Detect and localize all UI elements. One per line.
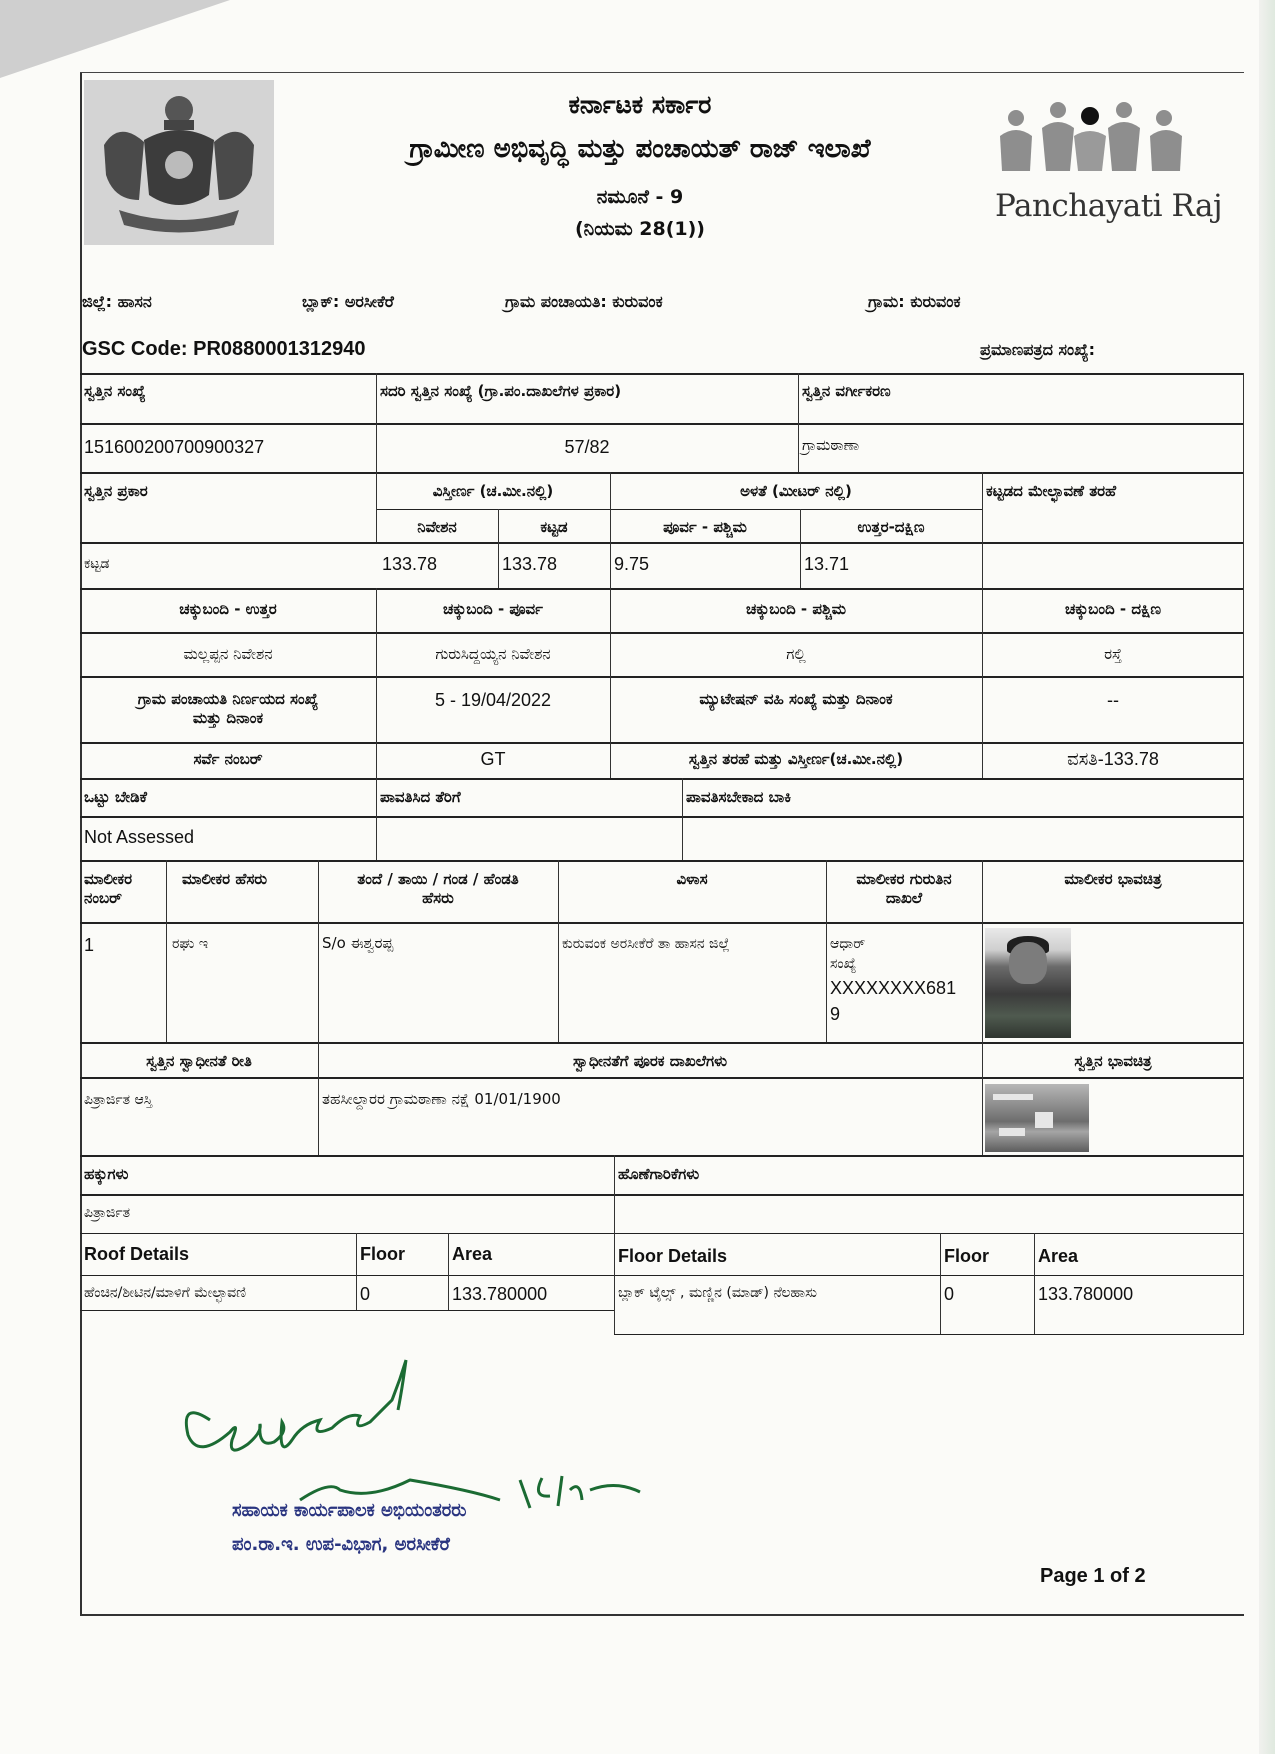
- acquisition-docs-value: ತಹಸೀಲ್ದಾರರ ಗ್ರಾಮಠಾಣಾ ನಕ್ಷೆ 01/01/1900: [322, 1090, 561, 1108]
- rule: [448, 1233, 449, 1310]
- floor-details-title: Floor Details: [618, 1246, 728, 1266]
- gp-resolution-value: 5 - 19/04/2022: [434, 690, 552, 710]
- owner-name-label: ಮಾಲೀಕರ ಹೆಸರು: [182, 870, 268, 888]
- rule: [80, 373, 1244, 375]
- property-type-label: ಸ್ವತ್ತಿನ ಪ್ರಕಾರ: [84, 482, 148, 500]
- acquisition-method-label: ಸ್ವತ್ತಿನ ಸ್ವಾಧೀನತೆ ರೀತಿ: [146, 1052, 252, 1070]
- gp-resolution-label: [80, 690, 376, 728]
- roof-area-value: 133.780000: [452, 1284, 548, 1304]
- area-label: ವಿಸ್ತೀರ್ಣ (ಚ.ಮೀ.ನಲ್ಲಿ): [432, 482, 554, 500]
- rule: [80, 1233, 1244, 1234]
- panchayati-raj-logo-text: Panchayati Raj: [995, 188, 1223, 224]
- boundary-west-label: ಚಕ್ಕುಬಂದಿ - ಪಶ್ಚಿಮ: [746, 600, 846, 618]
- property-type-value: ಕಟ್ಟಡ: [84, 556, 110, 572]
- building-area-value: 133.78: [502, 554, 558, 574]
- address-value: ಕುರುವಂಕ ಅರಸೀಕೆರೆ ತಾ ಹಾಸನ ಜಿಲ್ಲೆ: [562, 936, 730, 952]
- id-document-line: ಆಧಾರ್: [830, 936, 866, 952]
- roof-details-title: Roof Details: [84, 1244, 190, 1264]
- floor-floor-label: Floor: [944, 1246, 989, 1266]
- rule: [80, 922, 1244, 924]
- frame-bottom-rule: [80, 1614, 1244, 1616]
- boundary-east-label: ಚಕ್ಕುಬಂದಿ - ಪೂರ್ವ: [443, 600, 543, 618]
- rule: [80, 1077, 1244, 1079]
- boundary-south-value: ರಸ್ತೆ: [1104, 645, 1122, 663]
- north-south-value: 13.71: [804, 554, 850, 574]
- rule: [614, 1334, 1244, 1335]
- village-field: ಗ್ರಾಮ: ಕುರುವಂಕ: [868, 292, 961, 311]
- gsc-code: GSC Code: PR0880001312940: [82, 338, 366, 360]
- boundary-north-value: ಮಲ್ಲಪ್ಪನ ನಿವೇಶನ: [183, 645, 273, 663]
- id-document-line: XXXXXXXX681: [830, 977, 957, 998]
- officer-designation-stamp: ಸಹಾಯಕ ಕಾರ್ಯಪಾಲಕ ಅಭಿಯಂತರರು: [232, 1500, 467, 1521]
- scan-edge: [1259, 0, 1275, 1754]
- property-id-label: ಸ್ವತ್ತಿನ ಸಂಖ್ಯೆ: [84, 382, 146, 400]
- rule: [376, 509, 982, 510]
- rule-reference: (ನಿಯಮ 28(1)): [575, 218, 705, 240]
- address-label: ವಿಳಾಸ: [676, 870, 708, 888]
- owner-photo-face: [1009, 942, 1047, 984]
- acquisition-method-value: ಪಿತ್ರಾರ್ಜಿತ ಆಸ್ತಿ: [84, 1092, 153, 1108]
- site-area-value: 133.78: [382, 554, 438, 574]
- karnataka-emblem: [84, 80, 274, 245]
- rule: [80, 472, 1244, 474]
- boundary-north-label: ಚಕ್ಕುಬಂದಿ - ಉತ್ತರ: [179, 600, 277, 618]
- frame-top-rule: [80, 72, 1244, 73]
- rule: [376, 778, 377, 860]
- rule: [1243, 373, 1244, 1334]
- roof-area-label: Area: [452, 1244, 493, 1264]
- rule: [356, 1233, 357, 1310]
- rule: [80, 1042, 1244, 1044]
- id-document-value: [830, 934, 956, 1027]
- rule: [80, 676, 1244, 678]
- owner-number-label-line: ಮಾಲೀಕರ: [84, 870, 133, 888]
- district-field: ಜಿಲ್ಲೆ: ಹಾಸನ: [82, 292, 152, 311]
- roof-floor-value: 0: [360, 1284, 371, 1304]
- usage-area-label: ಸ್ವತ್ತಿನ ತರಹೆ ಮತ್ತು ವಿಸ್ತೀರ್ಣ(ಚ.ಮೀ.ನಲ್ಲಿ): [688, 750, 904, 768]
- roof-floor-label: Floor: [360, 1244, 405, 1264]
- rule: [80, 816, 1244, 818]
- rule: [80, 742, 1244, 744]
- old-number-label: ಸದರಿ ಸ್ವತ್ತಿನ ಸಂಖ್ಯೆ (ಗ್ರಾ.ಪಂ.ದಾಖಲೆಗಳ ಪ್ರಕಾರ): [380, 382, 622, 400]
- rule: [166, 860, 167, 1042]
- relation-label-line: ತಂದೆ / ತಾಯಿ / ಗಂಡ / ಹೆಂಡತಿ: [357, 870, 519, 888]
- rule: [80, 632, 1244, 634]
- office-address-stamp: ಪಂ.ರಾ.ಇ. ಉಪ-ವಿಭಾಗ, ಅರಸೀಕೆರೆ: [232, 1534, 450, 1555]
- tax-paid-label: ಪಾವತಿಸಿದ ತೆರಿಗೆ: [380, 788, 461, 806]
- rule: [80, 1194, 1244, 1196]
- east-west-value: 9.75: [614, 554, 650, 574]
- mutation-label: ಮ್ಯುಟೇಷನ್ ವಹಿ ಸಂಖ್ಯೆ ಮತ್ತು ದಿನಾಂಕ: [699, 690, 893, 708]
- floor-area-value: 133.780000: [1038, 1284, 1134, 1304]
- rule: [1034, 1233, 1035, 1334]
- state-title: ಕರ್ನಾಟಕ ಸರ್ಕಾರ: [568, 90, 712, 119]
- total-demand-value: Not Assessed: [84, 827, 195, 847]
- usage-area-value: ವಸತಿ-133.78: [1067, 749, 1159, 769]
- photo-detail: [993, 1094, 1033, 1100]
- building-label: ಕಟ್ಟಡ: [540, 518, 568, 536]
- certificate-number-label: ಪ್ರಮಾಣಪತ್ರದ ಸಂಖ್ಯೆ:: [980, 340, 1095, 359]
- rule: [80, 542, 1244, 544]
- property-photo-label: ಸ್ವತ್ತಿನ ಭಾವಚಿತ್ರ: [1074, 1052, 1152, 1070]
- owner-number-label-line: ನಂಬರ್: [84, 888, 122, 907]
- id-document-line: ಸಂಖ್ಯೆ: [830, 956, 857, 973]
- owner-name-value: ರಘು ಇ: [172, 936, 208, 952]
- classification-label: ಸ್ವತ್ತಿನ ವರ್ಗೀಕರಣ: [802, 382, 891, 400]
- measurement-label: ಅಳತೆ (ಮೀಟರ್ ನಲ್ಲಿ): [740, 482, 852, 500]
- old-number-value: 57/82: [564, 437, 610, 457]
- rule: [940, 1233, 941, 1334]
- id-document-label-line: ದಾಖಲೆ: [885, 888, 923, 907]
- id-document-line: 9: [830, 1003, 841, 1024]
- rule: [80, 423, 1244, 425]
- relation-name-label: [318, 870, 558, 908]
- roof-type-label: ಕಟ್ಟಡದ ಮೇಲ್ಛಾವಣೆ ತರಹೆ: [986, 482, 1117, 500]
- floor-type-value: ಬ್ಲಾಕ್ ಟೈಲ್ಸ್ , ಮಣ್ಣಿನ (ಮಾಡ್) ನೆಲಹಾಸು: [618, 1285, 817, 1301]
- total-demand-label: ಒಟ್ಟು ಬೇಡಿಕೆ: [84, 788, 147, 806]
- survey-number-value: GT: [480, 749, 506, 769]
- rule: [80, 1155, 1244, 1157]
- block-field: ಬ್ಲಾಕ್: ಅರಸೀಕೆರೆ: [302, 292, 394, 311]
- relation-label-line: ಹೆಸರು: [422, 888, 454, 907]
- rule: [982, 472, 983, 588]
- owner-photo-label: ಮಾಲೀಕರ ಭಾವಚಿತ್ರ: [1064, 870, 1162, 888]
- boundary-west-value: ಗಲ್ಲಿ: [786, 645, 806, 663]
- property-photo: [985, 1084, 1089, 1152]
- site-label: ನಿವೇಶನ: [417, 518, 457, 536]
- owner-number-label: [84, 870, 132, 908]
- form-number: ನಮೂನೆ - 9: [596, 186, 684, 208]
- gp-resolution-label-line: ಮತ್ತು ದಿನಾಂಕ: [192, 708, 264, 727]
- gp-resolution-label-line: ಗ್ರಾಮ ಪಂಚಾಯತಿ ನಿರ್ಣಯದ ಸಂಖ್ಯೆ: [137, 690, 319, 708]
- north-south-label: ಉತ್ತರ-ದಕ್ಷಿಣ: [857, 518, 925, 536]
- liabilities-label: ಹೊಣೆಗಾರಿಕೆಗಳು: [618, 1165, 700, 1183]
- east-west-label: ಪೂರ್ವ - ಪಶ್ಚಿಮ: [663, 518, 747, 536]
- floor-area-label: Area: [1038, 1246, 1079, 1266]
- mutation-value: --: [1107, 690, 1119, 710]
- photo-detail: [999, 1128, 1025, 1136]
- id-document-label-line: ಮಾಲೀಕರ ಗುರುತಿನ: [856, 870, 952, 888]
- rule: [682, 778, 683, 860]
- rule: [80, 778, 1244, 780]
- rights-value: ಪಿತ್ರಾರ್ಜಿತ: [84, 1205, 131, 1221]
- photo-detail: [1035, 1112, 1053, 1128]
- owner-photo: [985, 928, 1071, 1038]
- rule: [80, 860, 1244, 862]
- survey-number-label: ಸರ್ವೆ ನಂಬರ್: [193, 750, 263, 768]
- rule: [80, 1310, 614, 1311]
- rule: [80, 1275, 1244, 1276]
- owner-number-value: 1: [84, 935, 95, 955]
- rule: [80, 588, 1244, 590]
- boundary-east-value: ಗುರುಸಿದ್ದಯ್ಯನ ನಿವೇಶನ: [435, 645, 551, 663]
- department-title: ಗ್ರಾಮೀಣ ಅಭಿವೃದ್ಧಿ ಮತ್ತು ಪಂಚಾಯತ್ ರಾಜ್ ಇಲಾಖೆ: [409, 134, 871, 164]
- rights-label: ಹಕ್ಕುಗಳು: [84, 1165, 129, 1183]
- rule: [798, 373, 799, 472]
- rule: [614, 1155, 615, 1334]
- id-document-label: [826, 870, 982, 908]
- page-number: Page 1 of 2: [1040, 1565, 1146, 1587]
- folded-corner: [0, 0, 230, 78]
- classification-value: ಗ್ರಾಮಠಾಣಾ: [802, 436, 860, 454]
- gram-panchayat-field: ಗ್ರಾಮ ಪಂಚಾಯತಿ: ಕುರುವಂಕ: [505, 292, 663, 311]
- floor-floor-value: 0: [944, 1284, 955, 1304]
- acquisition-docs-label: ಸ್ವಾಧೀನತೆಗೆ ಪೂರಕ ದಾಖಲೆಗಳು: [572, 1052, 728, 1070]
- property-id-value: 151600200700900327: [84, 437, 265, 457]
- roof-type-value: ಹೆಂಚಿನ/ಶೀಟಿನ/ಮಾಳಿಗೆ ಮೇಲ್ಛಾವಣಿ: [84, 1285, 247, 1301]
- balance-due-label: ಪಾವತಿಸಬೇಕಾದ ಬಾಕಿ: [686, 788, 792, 806]
- boundary-south-label: ಚಕ್ಕುಬಂದಿ - ದಕ್ಷಿಣ: [1064, 600, 1162, 618]
- relation-name-value: S/o ಈಶ್ವರಪ್ಪ: [322, 934, 394, 952]
